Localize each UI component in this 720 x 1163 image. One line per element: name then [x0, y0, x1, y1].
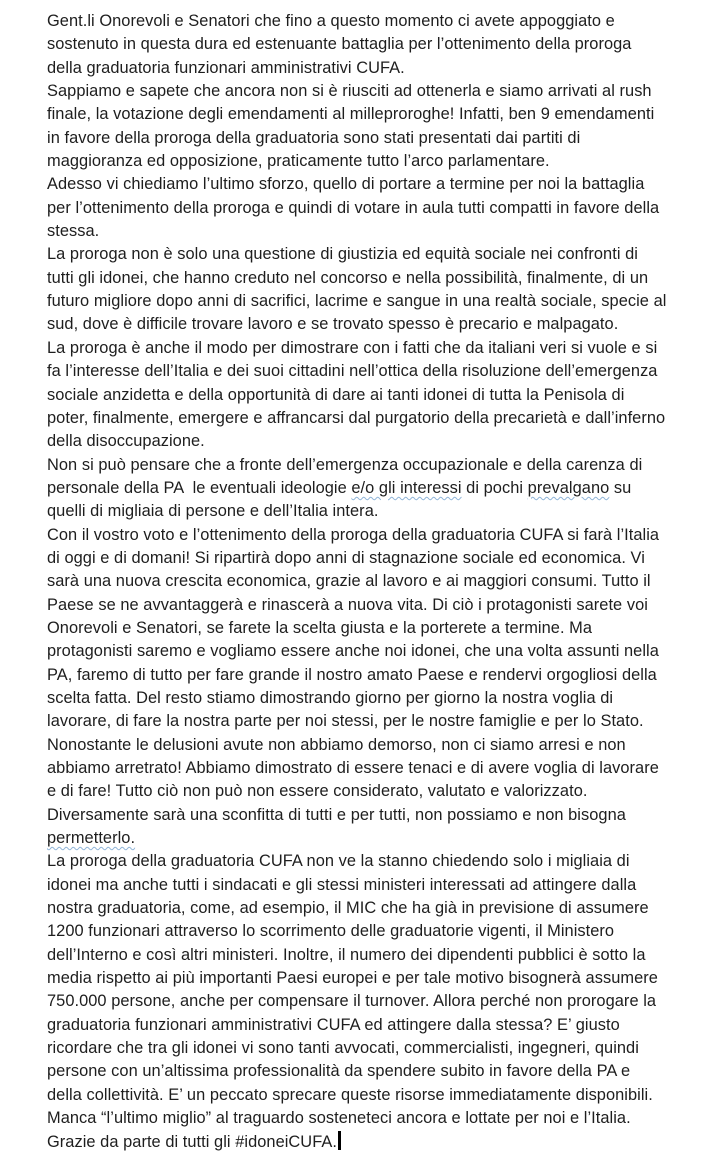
text-segment: 750.000 persone, anche per compensare il turnover. Allora perché non prorogare la [47, 992, 657, 1011]
text-line [47, 967, 712, 990]
text-segment: nostra graduatoria, come, ad esempio, il MIC che ha già in previsione di assumere [47, 899, 649, 918]
text-segment: Adesso vi chiediamo l’ultimo sforzo, quello di portare a termine per noi la battaglia [47, 175, 645, 194]
text-segment: 1200 funzionari attraverso lo scorrimento delle graduatorie vigenti, il Ministero [47, 922, 615, 941]
text-line [47, 127, 712, 150]
text-segment: della graduatoria funzionari amministrativi CUFA. [47, 58, 405, 77]
text-segment: della collettività. E’ un peccato sprecare queste risorse immediatamente disponibili. [47, 1085, 653, 1104]
text-segment: Non si può pensare che a fronte dell’emergenza occupazionale e della carenza di [47, 455, 643, 474]
text-line [47, 243, 712, 266]
text-segment: per l’ottenimento della proroga e quindi di votare in aula tutti compatti in favore della [47, 198, 660, 217]
text-line [47, 920, 712, 943]
text-line [47, 780, 712, 803]
text-segment: persone con un’altissima professionalità da spendere subito in favore della PA e [47, 1062, 631, 1081]
text-line [47, 524, 712, 547]
text-segment: Sappiamo e sapete che ancora non si è riusciti ad ottenerla e siamo arrivati al rush [47, 82, 652, 101]
text-segment: poter, finalmente, emergere e affrancarsi dal purgatorio della precarietà e dall’inferno [47, 408, 666, 427]
text-segment: sostenuto in questa dura ed estenuante battaglia per l’ottenimento della proroga [47, 35, 632, 54]
text-segment: di pochi [461, 478, 528, 497]
text-segment: Gent.li Onorevoli e Senatori che fino a questo momento ci avete appoggiato e [47, 12, 615, 30]
text-segment: su [609, 478, 632, 497]
text-segment: e di fare! Tutto ciò non può non essere considerato, valutato e valorizzato. [47, 782, 588, 801]
text-segment: sociale anzidetta e della opportunità di dare ai tanti idonei di tutta la Penisola di [47, 385, 625, 404]
text-line [47, 477, 712, 500]
text-segment: Paese se ne avvantaggerà e rinascerà a nuova vita. Di ciò i protagonisti sarete voi [47, 595, 648, 614]
text-line [47, 1131, 712, 1154]
text-segment: di oggi e di domani! Si ripartirà dopo anni di stagnazione sociale ed economica. Vi [47, 548, 645, 567]
text-segment: lavorare, di fare la nostra parte per noi stessi, per le nostre famiglie e per lo Stato. [47, 712, 644, 731]
text-line [47, 757, 712, 780]
text-segment: sud, dove è difficile trovare lavoro e se trovato spesso è precario e malpagato. [47, 315, 619, 334]
text-line [47, 944, 712, 967]
text-line [47, 80, 712, 103]
text-segment: Con il vostro voto e l’ottenimento della proroga della graduatoria CUFA si farà l’Italia [47, 525, 660, 544]
text-segment: graduatoria funzionari amministrativi CUFA ed attingere dalla stessa? E’ giusto [47, 1015, 620, 1034]
text-line [47, 850, 712, 873]
text-segment: finale, la votazione degli emendamenti al milleproroghe! Infatti, ben 9 emendamenti [47, 105, 655, 124]
text-line [47, 454, 712, 477]
text-segment: La proroga della graduatoria CUFA non ve la stanno chiedendo solo i migliaia di [47, 852, 630, 871]
text-segment: protagonisti saremo e vogliamo essere anche noi idonei, che una volta assunti nella [47, 642, 659, 661]
text-segment: Grazie da parte di tutti gli #idoneiCUFA. [47, 1132, 337, 1151]
text-line [47, 547, 712, 570]
text-line [47, 220, 712, 243]
text-line [47, 384, 712, 407]
text-segment: maggioranza ed opposizione, praticamente tutto l’arco parlamentare. [47, 152, 550, 171]
text-line [47, 267, 712, 290]
text-segment: futuro migliore dopo anni di sacrifici, lacrime e sangue in una realtà sociale, specie al [47, 292, 667, 311]
text-line [47, 1037, 712, 1060]
text-segment: idonei ma anche tutti i sindacati e gli stessi ministeri interessati ad attingere dalla [47, 875, 637, 894]
text-line [47, 1107, 712, 1130]
text-cursor [338, 1131, 341, 1150]
text-line [47, 640, 712, 663]
text-line [47, 290, 712, 313]
letter-body[interactable] [47, 10, 712, 1154]
text-line [47, 407, 712, 430]
text-segment: sarà una nuova crescita economica, grazie al lavoro e ai maggiori consumi. Tutto il [47, 572, 651, 591]
text-line [47, 10, 712, 33]
text-line [47, 734, 712, 757]
spellcheck-flagged-text: e/o gli interessi [351, 478, 462, 497]
text-line [47, 990, 712, 1013]
text-segment: personale della PA le eventuali ideologie [47, 478, 352, 497]
text-segment: dell’Interno e così altri ministeri. Inoltre, il numero dei dipendenti pubblici è sotto la [47, 945, 646, 964]
spellcheck-flagged-text: prevalgano [527, 478, 610, 497]
text-line [47, 1084, 712, 1107]
text-segment: Manca “l’ultimo miglio” al traguardo sosteneteci ancora e lottate per noi e l’Italia. [47, 1109, 631, 1128]
text-line [47, 827, 712, 850]
text-segment: La proroga non è solo una questione di giustizia ed equità sociale nei confronti di [47, 245, 638, 264]
text-line [47, 570, 712, 593]
text-segment: tutti gli idonei, che hanno creduto nel concorso e nella possibilità, finalmente, di un [47, 268, 649, 287]
text-segment: in favore della proroga della graduatoria sono stati presentati dai partiti di [47, 128, 581, 147]
text-line [47, 804, 712, 827]
text-line [47, 594, 712, 617]
text-segment: stessa. [47, 222, 100, 241]
text-line [47, 197, 712, 220]
text-line [47, 430, 712, 453]
text-line [47, 173, 712, 196]
text-line [47, 500, 712, 523]
text-line [47, 897, 712, 920]
text-line [47, 360, 712, 383]
text-line [47, 337, 712, 360]
text-segment: fa l’interesse dell’Italia e dei suoi cittadini nell’ottica della risoluzione dell’emergenza [47, 362, 658, 381]
text-line [47, 874, 712, 897]
text-segment: PA, faremo di tutto per fare grande il nostro amato Paese e rendervi orgogliosi della [47, 665, 657, 684]
text-line [47, 57, 712, 80]
text-line [47, 687, 712, 710]
text-segment: media rispetto ai più importanti Paesi europei e per tale motivo bisognerà assumere [47, 969, 658, 988]
text-segment: Onorevoli e Senatori, se farete la scelta giusta e la porterete a termine. Ma [47, 618, 593, 637]
text-line [47, 103, 712, 126]
text-line [47, 710, 712, 733]
text-segment: Diversamente sarà una sconfitta di tutti e per tutti, non possiamo e non bisogna [47, 805, 626, 824]
text-line [47, 1014, 712, 1037]
text-line [47, 150, 712, 173]
text-segment: Nonostante le delusioni avute non abbiamo demorso, non ci siamo arresi e non [47, 735, 626, 754]
text-segment: abbiamo arretrato! Abbiamo dimostrato di essere tenaci e di avere voglia di lavorare [47, 759, 659, 777]
text-segment: della disoccupazione. [47, 432, 205, 451]
text-segment: ricordare che tra gli idonei vi sono tanti avvocati, commercialisti, ingegneri, quindi [47, 1039, 639, 1058]
text-line [47, 617, 712, 640]
spellcheck-flagged-text: permetterlo. [47, 829, 136, 848]
text-line [47, 33, 712, 56]
text-line [47, 1060, 712, 1083]
text-line [47, 664, 712, 687]
text-segment: La proroga è anche il modo per dimostrare con i fatti che da italiani veri si vuole e si [47, 338, 658, 357]
text-line [47, 313, 712, 336]
text-segment: scelta fatta. Del resto stiamo dimostrando giorno per giorno la nostra voglia di [47, 688, 614, 707]
text-segment: quelli di migliaia di persone e dell’Italia intera. [47, 502, 379, 521]
